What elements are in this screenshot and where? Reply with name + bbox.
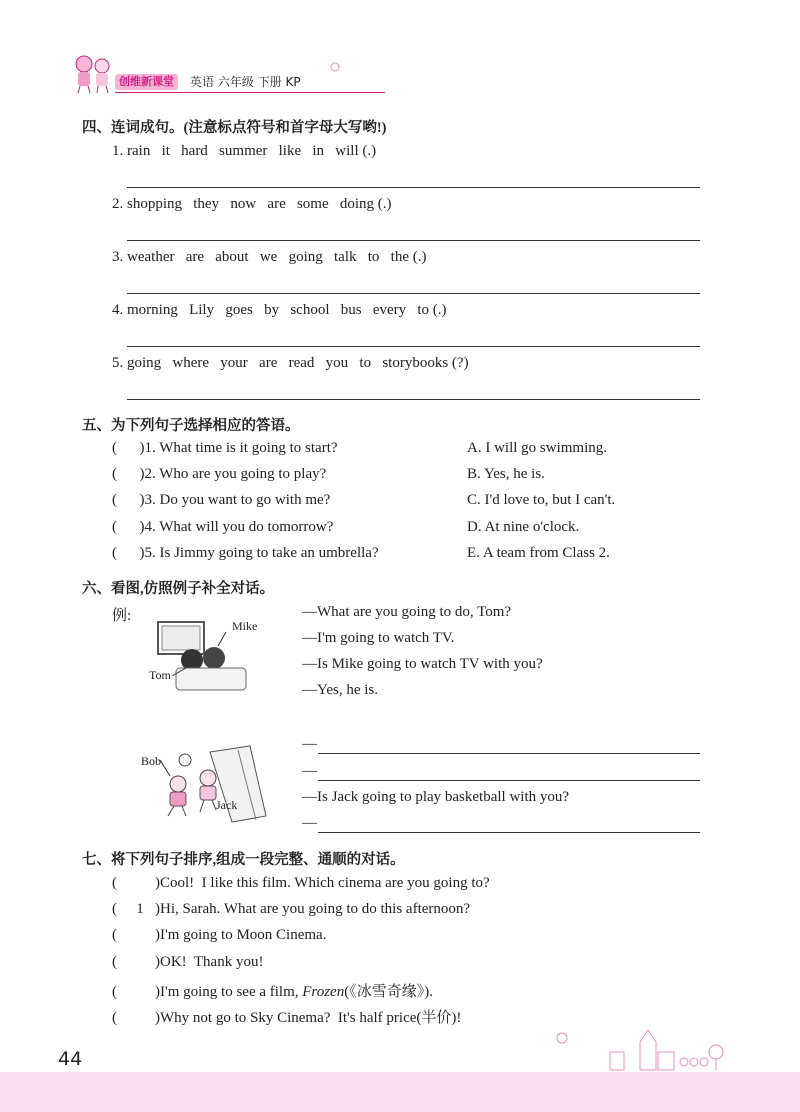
dialog-given-line: —Is Jack going to play basketball with you? — [302, 789, 570, 805]
flower-icon — [325, 60, 345, 74]
dialog-answer-line-4[interactable] — [318, 832, 700, 833]
dialog-answer-line-1[interactable] — [318, 753, 700, 754]
answer-option-d: D. At nine o'clock. — [467, 519, 580, 535]
footer-band — [0, 1072, 800, 1112]
question-3: ( )3. Do you want to go with me? — [112, 492, 331, 508]
section4-title: 四、连词成句。(注意标点符号和首字母大写哟!) — [82, 120, 387, 136]
answer-option-a: A. I will go swimming. — [467, 440, 608, 456]
label-mike: Mike — [232, 619, 258, 633]
book-info: 英语 六年级 下册 KP — [190, 75, 301, 89]
order-text-2: Hi, Sarah. What are you going to do this afternoon? — [160, 901, 471, 917]
label-bob: Bob — [141, 754, 162, 768]
order-item-5: ( )I'm going to see a film, Frozen(《冰雪奇缘》). — [112, 984, 433, 1000]
example-line-2: —I'm going to watch TV. — [302, 630, 455, 646]
example-label: 例: — [112, 608, 132, 624]
dialog-dash-4: — — [302, 815, 317, 831]
order-text-3: I'm going to Moon Cinema. — [160, 927, 327, 943]
label-jack: Jack — [216, 798, 238, 812]
order-text-5: I'm going to see a film, — [160, 984, 303, 1000]
order-item-2: ( 1 )Hi, Sarah. What are you going to do this afternoon? — [112, 901, 471, 917]
answer-line-2[interactable] — [127, 240, 700, 241]
answer-option-c: C. I'd love to, but I can't. — [467, 492, 616, 508]
basketball-picture — [140, 742, 270, 824]
section6-title: 六、看图,仿照例子补全对话。 — [82, 581, 275, 597]
answer-line-4[interactable] — [127, 346, 700, 347]
series-badge: 创维新课堂 — [115, 74, 178, 90]
example-line-3: —Is Mike going to watch TV with you? — [302, 656, 543, 672]
answer-line-5[interactable] — [127, 399, 700, 400]
order-item-1: ( )Cool! I like this film. Which cinema are you going to? — [112, 875, 490, 891]
film-title-tail: (《冰雪奇缘》). — [344, 984, 433, 1000]
section4-item-3: 3. weather are about we going talk to the (.) — [112, 249, 427, 265]
answer-line-3[interactable] — [127, 293, 700, 294]
order-text-6: Why not go to Sky Cinema? It's half price(半价)! — [160, 1010, 462, 1026]
section4-item-4: 4. morning Lily goes by school bus every to (.) — [112, 302, 447, 318]
order-text-4: OK! Thank you! — [160, 954, 264, 970]
order-number-2[interactable]: 1 — [136, 901, 144, 917]
section7-title: 七、将下列句子排序,组成一段完整、通顺的对话。 — [82, 852, 405, 868]
label-tom: Tom — [149, 668, 171, 682]
castle-decoration-icon — [548, 1024, 748, 1074]
order-item-4: ( )OK! Thank you! — [112, 954, 264, 970]
question-2: ( )2. Who are you going to play? — [112, 466, 327, 482]
dialog-answer-line-2[interactable] — [318, 780, 700, 781]
order-item-3: ( )I'm going to Moon Cinema. — [112, 927, 327, 943]
section4-item-1: 1. rain it hard summer like in will (.) — [112, 143, 377, 159]
section5-title: 五、为下列句子选择相应的答语。 — [82, 418, 300, 434]
answer-line-1[interactable] — [127, 187, 700, 188]
dialog-dash-1: — — [302, 736, 317, 752]
header-rule — [115, 92, 385, 93]
section4-item-2: 2. shopping they now are some doing (.) — [112, 196, 392, 212]
dialog-dash-2: — — [302, 763, 317, 779]
answer-option-e: E. A team from Class 2. — [467, 545, 610, 561]
question-4: ( )4. What will you do tomorrow? — [112, 519, 334, 535]
order-item-6: ( )Why not go to Sky Cinema? It's half price(半价)! — [112, 1010, 462, 1026]
question-5: ( )5. Is Jimmy going to take an umbrella? — [112, 545, 379, 561]
section4-item-5: 5. going where your are read you to storybooks (?) — [112, 355, 469, 371]
question-1: ( )1. What time is it going to start? — [112, 440, 338, 456]
example-line-4: —Yes, he is. — [302, 682, 378, 698]
cartoon-kids-logo — [70, 52, 118, 94]
page-header — [70, 52, 340, 92]
page-number: 44 — [58, 1048, 83, 1070]
film-title: Frozen — [302, 984, 345, 1000]
example-line-1: —What are you going to do, Tom? — [302, 604, 512, 620]
order-text-1: Cool! I like this film. Which cinema are you going to? — [160, 875, 490, 891]
answer-option-b: B. Yes, he is. — [467, 466, 545, 482]
tv-picture — [146, 618, 256, 696]
